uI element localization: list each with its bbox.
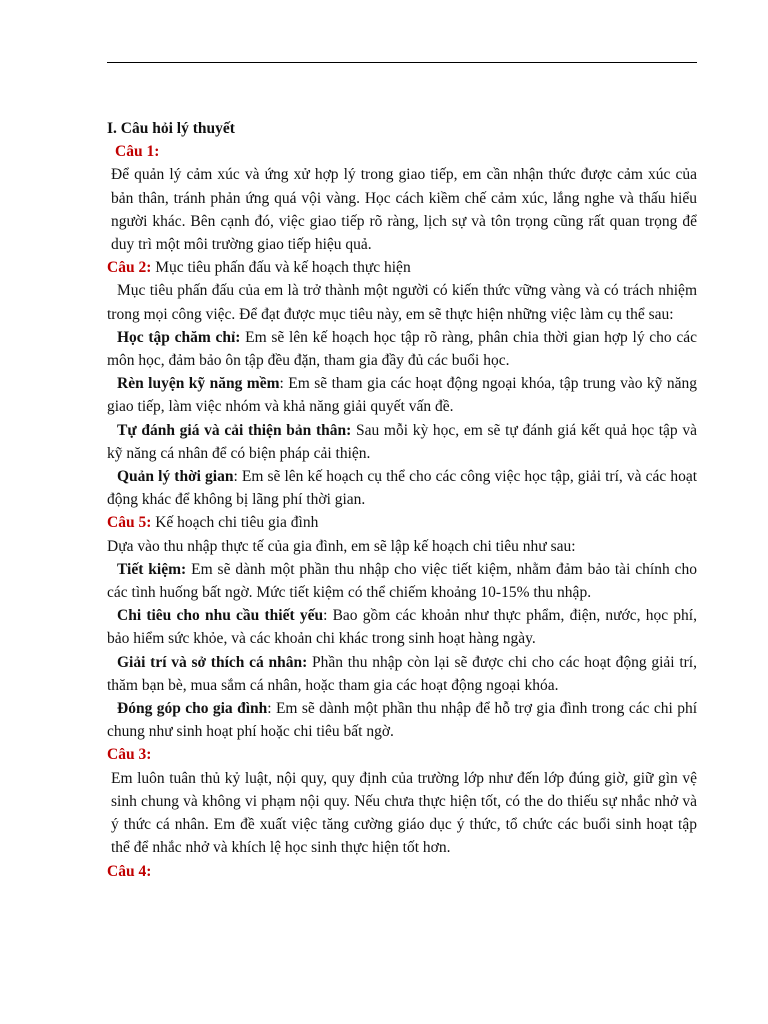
question-2-heading: [107, 256, 697, 279]
list-item: [107, 465, 697, 511]
item-term: Chi tiêu cho nhu cầu thiết yếu: [117, 607, 324, 625]
document-body: [107, 117, 697, 883]
item-term: Quản lý thời gian: [117, 468, 234, 486]
item-text: Phần thu nhập còn lại sẽ được chi cho các hoạt động giải trí, thăm bạn bè, mua sắm cá nhân, hoặc tham gia các hoạt động ngoại khóa.: [107, 653, 697, 694]
section-title: I. Câu hỏi lý thuyết: [107, 120, 235, 137]
item-text: Em sẽ lên kế hoạch học tập rõ ràng, phân chia thời gian hợp lý cho các môn học, đảm bảo ôn tập đều đặn, tham gia đầy đủ các buổi học.: [107, 328, 697, 370]
question-5-title: Kế hoạch chi tiêu gia đình: [151, 514, 319, 532]
question-2-title: Mục tiêu phấn đấu và kế hoạch thực hiện: [151, 259, 411, 277]
item-text: Em sẽ dành một phần thu nhập cho việc tiết kiệm, nhằm đảm bảo tài chính cho các tình huống bất ngờ. Mức tiết kiệm có thể chiếm khoảng 10-15% thu nhập.: [107, 560, 697, 602]
item-text: : Em sẽ dành một phần thu nhập để hỗ trợ gia đình trong các chi phí chung như sinh hoạt phí hoặc chi tiêu bất ngờ.: [107, 700, 697, 741]
question-5-label: Câu 5:: [107, 514, 152, 532]
list-item: [107, 372, 697, 418]
question-5-heading: [107, 511, 697, 534]
question-2-intro: Mục tiêu phấn đấu của em là trở thành một người có kiến thức vững vàng và có trách nhiệm trong mọi công việc. Để đạt được mục tiêu này, em sẽ thực hiện những việc làm cụ thể sau:: [107, 282, 697, 323]
question-3-label: Câu 3:: [107, 746, 152, 764]
item-text: : Em sẽ tham gia các hoạt động ngoại khóa, tập trung vào kỹ năng giao tiếp, làm việc nhóm và khả năng giải quyết vấn đề.: [107, 375, 697, 416]
list-item: [107, 558, 697, 604]
question-1-answer: Để quản lý cảm xúc và ứng xử hợp lý trong giao tiếp, em cần nhận thức được cảm xúc của bản thân, tránh phản ứng quá vội vàng. Học cách kiềm chế cảm xúc, lắng nghe và thấu hiểu người khác. Bên cạnh đó, việc giao tiếp rõ ràng, lịch sự và tôn trọng cũng rất quan trọng để duy trì một môi trường giao tiếp hiệu quả.: [111, 166, 697, 254]
item-text: Sau mỗi kỳ học, em sẽ tự đánh giá kết quả học tập và kỹ năng cá nhân để có biện pháp cải thiện.: [107, 421, 698, 462]
item-term: Rèn luyện kỹ năng mềm: [117, 375, 280, 393]
question-4-label: Câu 4:: [107, 862, 152, 880]
header-rule: [107, 62, 697, 63]
question-2-label: Câu 2:: [107, 259, 152, 277]
list-item: [107, 326, 697, 372]
item-term: Giải trí và sở thích cá nhân:: [117, 653, 308, 671]
item-term: Tiết kiệm:: [117, 560, 187, 578]
list-item: [107, 419, 697, 465]
list-item: [107, 604, 697, 650]
item-text: : Bao gồm các khoản như thực phẩm, điện, nước, học phí, bảo hiểm sức khỏe, và các khoản chi khác trong sinh hoạt hàng ngày.: [107, 607, 697, 648]
list-item: [107, 651, 697, 697]
item-text: : Em sẽ lên kế hoạch cụ thể cho các công việc học tập, giải trí, và các hoạt động khác để không bị lãng phí thời gian.: [107, 468, 698, 509]
item-term: Đóng góp cho gia đình: [117, 700, 268, 718]
question-1-label: Câu 1:: [115, 143, 160, 161]
list-item: [107, 697, 697, 743]
item-term: Tự đánh giá và cải thiện bản thân:: [117, 421, 352, 439]
item-term: Học tập chăm chỉ:: [117, 328, 241, 346]
question-3-answer: Em luôn tuân thủ kỷ luật, nội quy, quy định của trường lớp như đến lớp đúng giờ, giữ gìn vệ sinh chung và không vi phạm nội quy. Nếu chưa thực hiện tốt, có the do thiếu sự nhắc nhở và ý thức cá nhân. Em đề xuất việc tăng cường giáo dục ý thức, tổ chức các buổi sinh hoạt tập thể để nhắc nhở và khích lệ học sinh thực hiện tốt hơn.: [111, 769, 697, 857]
question-5-intro: Dựa vào thu nhập thực tế của gia đình, em sẽ lập kế hoạch chi tiêu như sau:: [107, 537, 576, 555]
